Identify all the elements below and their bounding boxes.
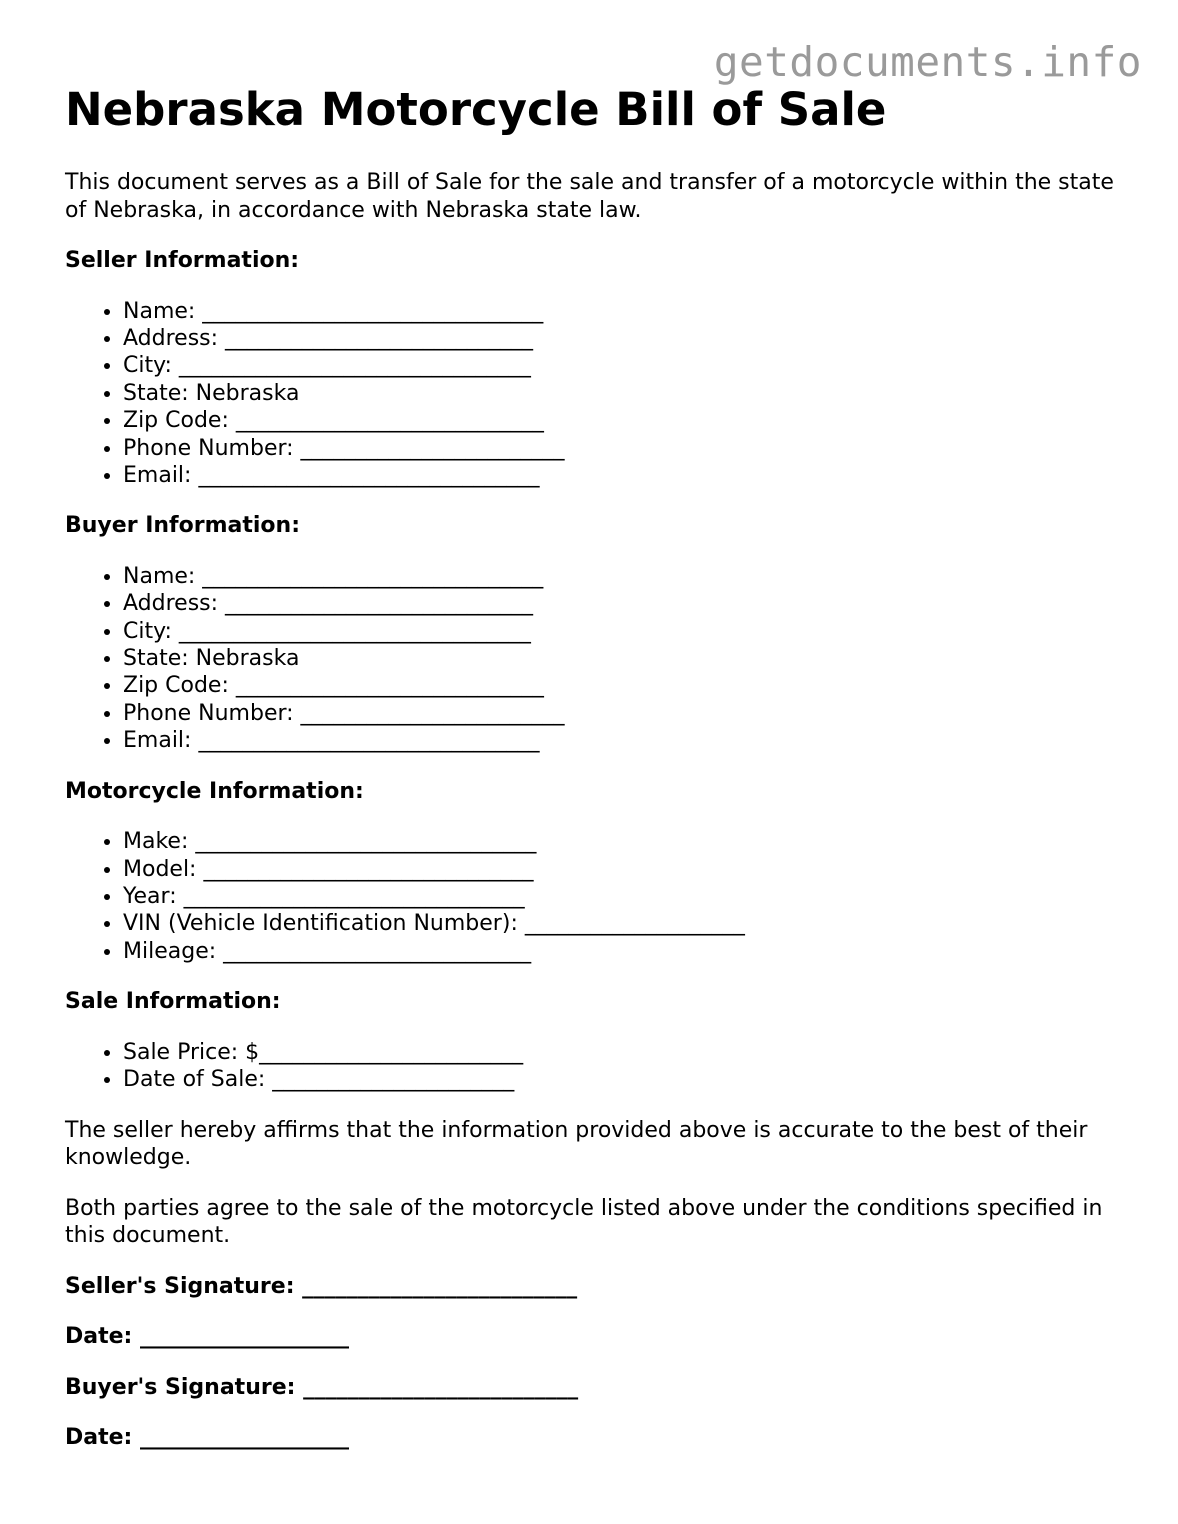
seller-city-field: • City: ________________________________	[123, 352, 1125, 379]
seller-address-field: • Address: ____________________________	[123, 325, 1125, 352]
seller-state-field: • State: Nebraska	[123, 380, 1125, 407]
buyer-state-field: • State: Nebraska	[123, 645, 1125, 672]
seller-date-line: Date: ___________________	[65, 1324, 350, 1350]
buyer-info-list	[65, 563, 1125, 755]
motorcycle-make-field: • Make: _______________________________	[123, 828, 1125, 855]
sale-price-field: • Sale Price: $________________________	[123, 1039, 1125, 1066]
motorcycle-vin-field: • VIN (Vehicle Identification Number): ____________________	[123, 910, 1125, 937]
buyer-email-field: • Email: _______________________________	[123, 727, 1125, 754]
watermark: getdocuments.info	[713, 38, 1142, 86]
seller-zip-field: • Zip Code: ____________________________	[123, 407, 1125, 434]
buyer-address-field: • Address: ____________________________	[123, 590, 1125, 617]
buyer-city-field: • City: ________________________________	[123, 618, 1125, 645]
intro-paragraph: This document serves as a Bill of Sale for the sale and transfer of a motorcycle within the state of Nebraska, in accordance with Nebraska state law.	[65, 170, 1114, 223]
seller-phone-field: • Phone Number: ________________________	[123, 435, 1125, 462]
seller-email-field: • Email: _______________________________	[123, 462, 1125, 489]
seller-info-list	[65, 298, 1125, 490]
agreement-paragraph: Both parties agree to the sale of the motorcycle listed above under the conditions specified in this document.	[65, 1195, 1103, 1249]
affirmation-paragraph: The seller hereby affirms that the information provided above is accurate to the best of their knowledge.	[65, 1117, 1088, 1171]
motorcycle-year-field: • Year: _______________________________	[123, 883, 1125, 910]
sale-date-field: • Date of Sale: ______________________	[123, 1066, 1125, 1093]
motorcycle-info-list	[65, 828, 1125, 965]
motorcycle-model-field: • Model: ______________________________	[123, 856, 1125, 883]
buyer-date-line: Date: ___________________	[65, 1425, 350, 1451]
seller-signature-line: Seller's Signature: _________________________	[65, 1273, 578, 1299]
page-title: Nebraska Motorcycle Bill of Sale	[65, 83, 887, 136]
motorcycle-section-heading: Motorcycle Information:	[65, 778, 364, 804]
buyer-section-heading: Buyer Information:	[65, 513, 300, 539]
buyer-name-field: • Name: _______________________________	[123, 563, 1125, 590]
seller-section-heading: Seller Information:	[65, 248, 300, 273]
seller-name-field: • Name: _______________________________	[123, 298, 1125, 325]
buyer-zip-field: • Zip Code: ____________________________	[123, 672, 1125, 699]
buyer-phone-field: • Phone Number: ________________________	[123, 700, 1125, 727]
sale-section-heading: Sale Information:	[65, 989, 281, 1015]
sale-info-list	[65, 1039, 1125, 1094]
buyer-signature-line: Buyer's Signature: _________________________	[65, 1374, 579, 1400]
document-page	[65, 82, 1125, 1452]
motorcycle-mileage-field: • Mileage: ____________________________	[123, 938, 1125, 965]
